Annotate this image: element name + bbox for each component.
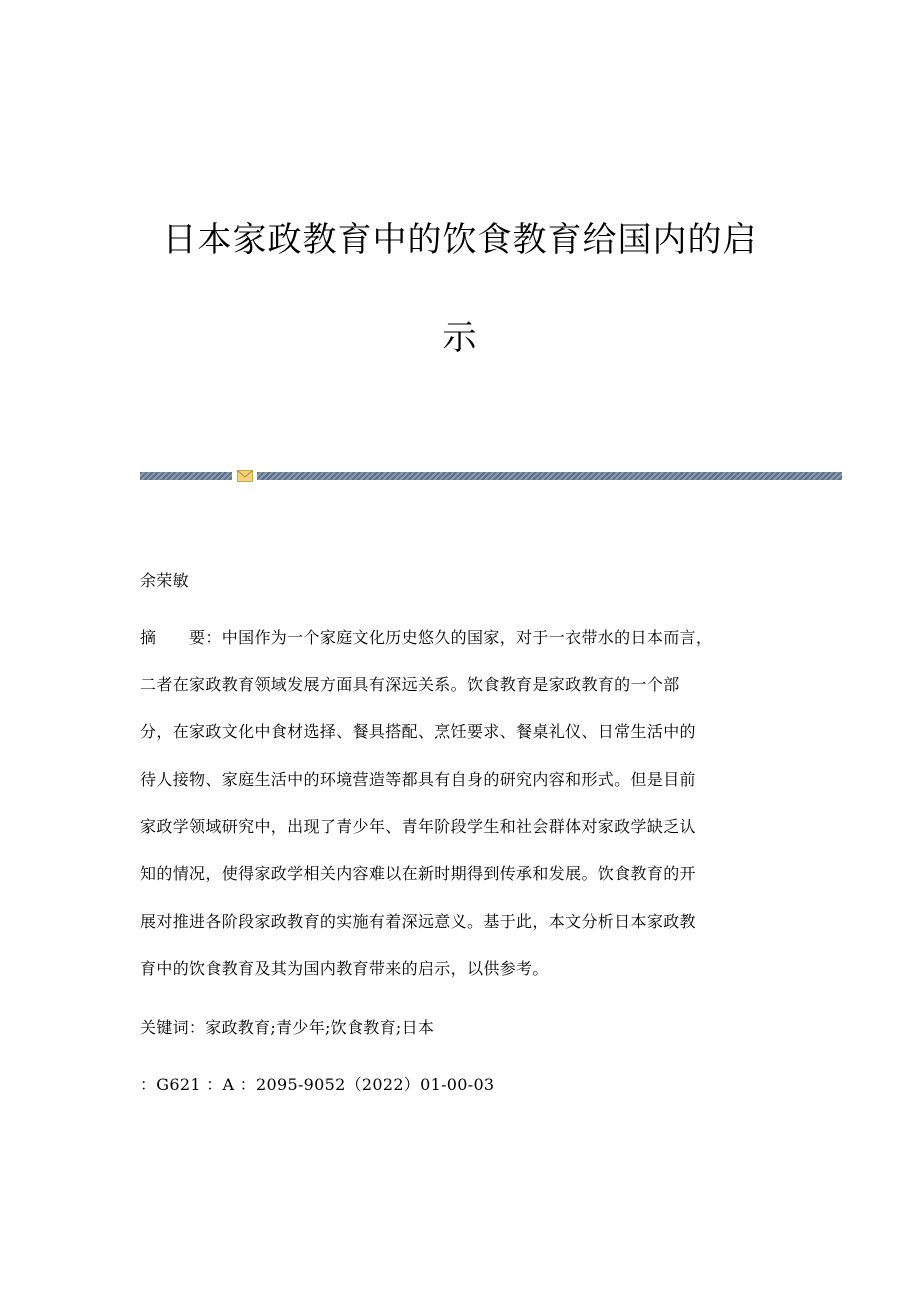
abstract-line: 待人接物、家庭生活中的环境营造等都具有自身的研究内容和形式。但是目前 [140, 770, 696, 789]
abstract-line: 二者在家政教育领域发展方面具有深远关系。饮食教育是家政教育的一个部 [140, 675, 680, 694]
divider-bar-right [257, 472, 842, 480]
author-name: 余荣敏 [140, 571, 189, 590]
abstract-line: 育中的饮食教育及其为国内教育带来的启示，以供参考。 [140, 959, 549, 978]
keywords: 关键词：家政教育;青少年;饮食教育;日本 [140, 1018, 435, 1037]
abstract-line: 展对推进各阶段家政教育的实施有着深远意义。基于此，本文分析日本家政教 [140, 912, 696, 931]
divider-bar-left [140, 472, 232, 480]
abstract-line: 摘 要：中国作为一个家庭文化历史悠久的国家，对于一衣带水的日本而言， [140, 628, 713, 647]
abstract-line: 家政学领域研究中，出现了青少年、青年阶段学生和社会群体对家政学缺乏认 [140, 817, 696, 836]
abstract-line: 分，在家政文化中食材选择、餐具搭配、烹饪要求、餐桌礼仪、日常生活中的 [140, 722, 696, 741]
document-title-line-1: 日本家政教育中的饮食教育给国内的启 [162, 220, 758, 260]
classification-codes: ：G621 ：A ：2095-9052（2022）01-00-03 [140, 1075, 495, 1094]
document-title-line-2: 示 [442, 318, 478, 358]
abstract-line: 知的情况，使得家政学相关内容难以在新时期得到传承和发展。饮食教育的开 [140, 864, 696, 883]
title-divider [140, 470, 842, 482]
envelope-icon [237, 470, 253, 482]
